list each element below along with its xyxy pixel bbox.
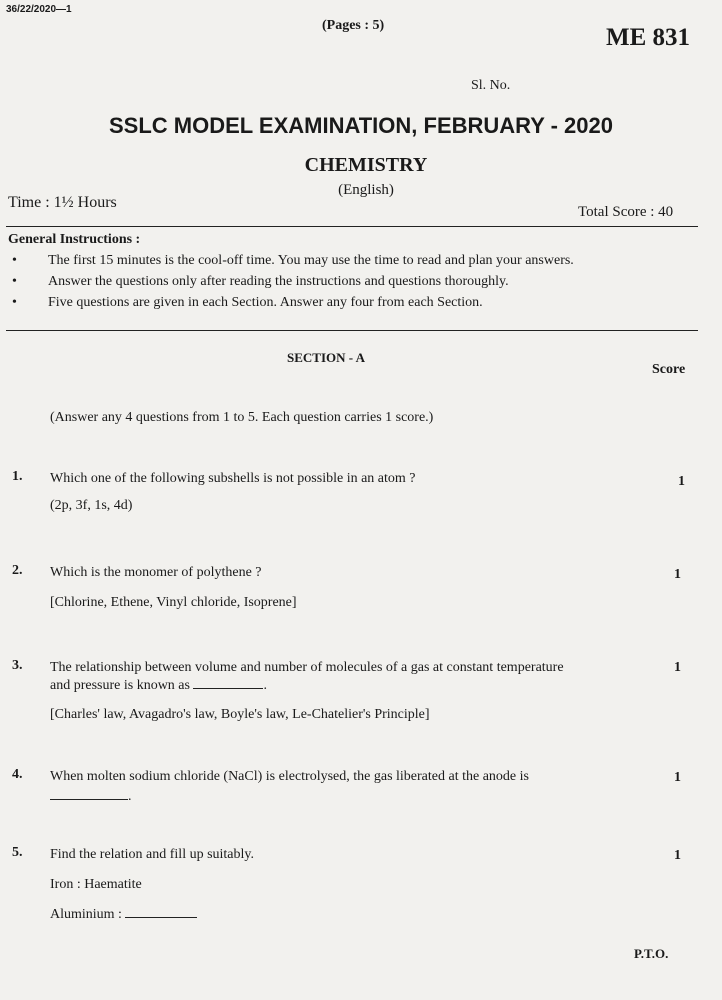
question-number: 3.: [12, 658, 23, 673]
answer-blank: [50, 799, 128, 800]
section-title: SECTION - A: [287, 350, 366, 365]
question-score: 1: [674, 770, 681, 785]
question-text: When molten sodium chloride (NaCl) is electrolysed, the gas liberated at the anode is: [50, 769, 529, 784]
question-score: 1: [674, 567, 681, 582]
question-options: [Charles' law, Avagadro's law, Boyle's law, Le-Chatelier's Principle]: [50, 707, 430, 722]
question-score: 1: [674, 848, 681, 863]
instruction-item: • The first 15 minutes is the cool-off time. You may use the time to read and plan your answers.: [12, 253, 574, 268]
question-score: 1: [674, 660, 681, 675]
instructions-heading: General Instructions :: [8, 232, 141, 247]
question-number: 4.: [12, 767, 23, 782]
question-text-line-1: The relationship between volume and number of molecules of a gas at constant temperature: [50, 660, 564, 675]
question-text: Find the relation and fill up suitably.: [50, 847, 255, 862]
please-turn-over: P.T.O.: [634, 946, 669, 961]
question-score: 1: [678, 474, 685, 489]
medium-label: (English): [338, 182, 394, 198]
instruction-item: • Five questions are given in each Section. Answer any four from each Section.: [12, 295, 483, 310]
question-options: [Chlorine, Ethene, Vinyl chloride, Isoprene]: [50, 595, 297, 610]
subject-title: CHEMISTRY: [304, 154, 428, 176]
paper-code: ME 831: [606, 24, 691, 51]
answer-blank: [125, 917, 197, 918]
question-text-line-2: and pressure is known as .: [50, 678, 267, 693]
answer-blank: [193, 688, 263, 689]
page-count: (Pages : 5): [322, 18, 385, 33]
relation-line-2: Aluminium :: [50, 907, 197, 923]
question-text: Which is the monomer of polythene ?: [50, 565, 262, 580]
document-code: 36/22/2020—1: [6, 4, 72, 15]
header-divider: [6, 226, 698, 227]
question-text: Which one of the following subshells is not possible in an atom ?: [50, 471, 416, 486]
instructions-divider: [6, 330, 698, 331]
question-number: 2.: [12, 563, 23, 578]
answer-line: .: [50, 787, 650, 807]
time-allowed: Time : 1½ Hours: [8, 194, 117, 211]
instructions-list: [8, 250, 574, 313]
instruction-item: • Answer the questions only after reading the instructions and questions thoroughly.: [12, 274, 509, 289]
relation-line-1: Iron : Haematite: [50, 877, 142, 892]
question-number: 1.: [12, 469, 23, 484]
question-options: (2p, 3f, 1s, 4d): [50, 498, 133, 513]
question-number: 5.: [12, 845, 23, 860]
exam-title: SSLC MODEL EXAMINATION, FEBRUARY - 2020: [108, 113, 614, 138]
section-note: (Answer any 4 questions from 1 to 5. Each question carries 1 score.): [50, 410, 434, 425]
score-column-header: Score: [652, 362, 686, 377]
serial-number-label: Sl. No.: [471, 78, 511, 93]
total-score: Total Score : 40: [578, 204, 674, 220]
